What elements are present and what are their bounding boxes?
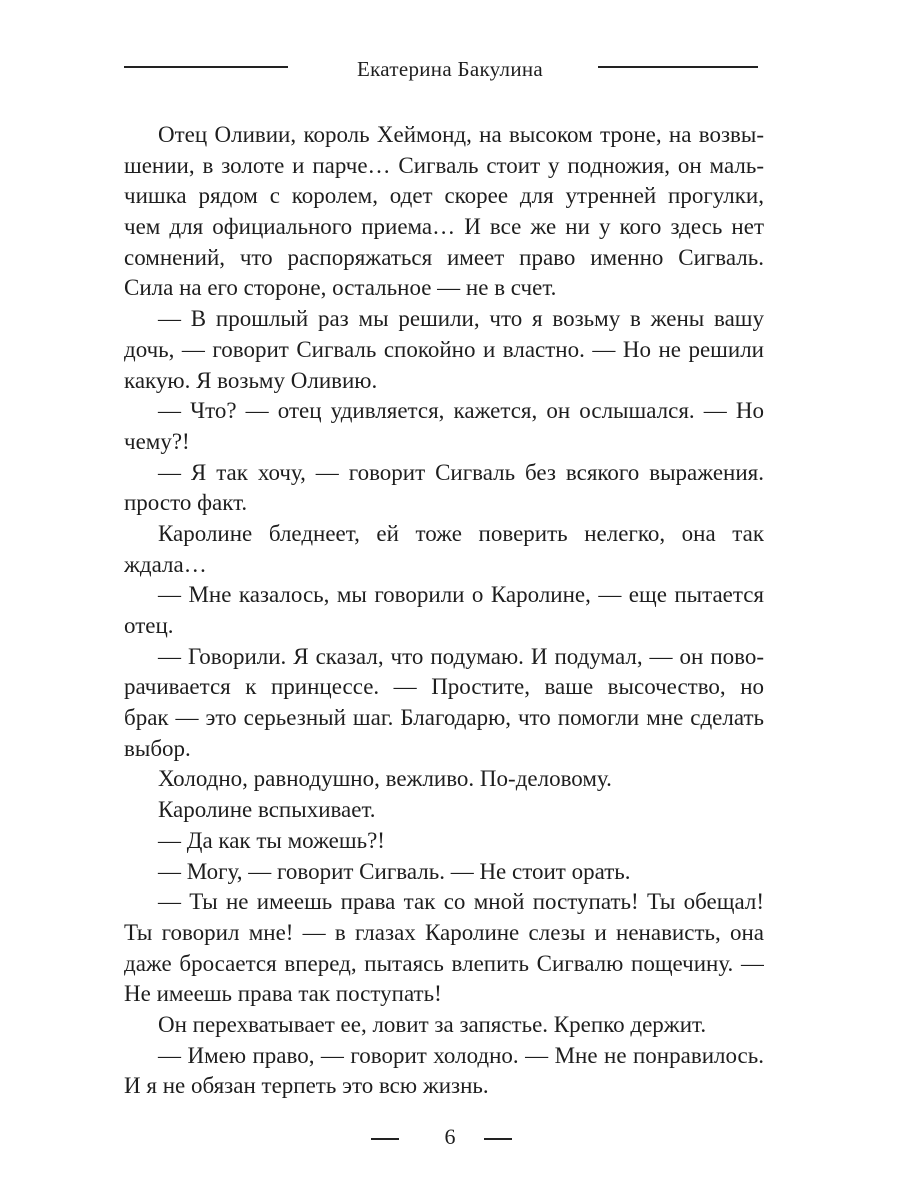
text-line: выбор.	[124, 735, 191, 761]
text-line: Каролине вспыхивает.	[158, 797, 376, 823]
text-line: даже бросается вперед, пытаясь влепить Сигвалю пощечину. —	[124, 950, 764, 976]
text-line: — В прошлый раз мы решили, что я возьму в жены вашу	[158, 306, 764, 332]
text-line: сомнений, что распоряжаться имеет право именно Сигваль.	[124, 244, 764, 270]
running-header-author: Екатерина Бакулина	[356, 57, 544, 81]
text-line: — Да как ты можешь?!	[158, 827, 385, 853]
text-line: какую. Я возьму Оливию.	[124, 367, 378, 393]
text-line: — Имею право, — говорит холодно. — Мне не понравилось.	[158, 1042, 764, 1068]
text-line: Ты говорил мне! — в глазах Каролине слезы и ненависть, она	[124, 919, 764, 945]
text-line: — Мне казалось, мы говорили о Каролине, — еще пытается	[158, 582, 764, 608]
text-line: шении, в золоте и парче… Сигваль стоит у подножия, он маль-	[124, 152, 764, 178]
text-line: Он перехватывает ее, ловит за запястье. Крепко держит.	[158, 1011, 707, 1037]
text-line: Сила на его стороне, остальное — не в счет.	[124, 275, 557, 301]
text-line: Каролине бледнеет, ей тоже поверить нелегко, она так	[158, 520, 764, 546]
text-line: — Я так хочу, — говорит Сигваль без всякого выражения.	[158, 459, 764, 485]
body-text	[124, 120, 764, 1102]
text-line: просто факт.	[124, 490, 248, 516]
text-line: — Говорили. Я сказал, что подумаю. И подумал, — он пово-	[158, 643, 764, 669]
footer-rule-right	[484, 1138, 512, 1140]
header-rule-right	[598, 66, 758, 68]
text-line: — Ты не имеешь права так со мной поступать! Ты обещал!	[158, 889, 764, 915]
text-line: брак — это серьезный шаг. Благодарю, что помогли мне сделать	[124, 705, 764, 731]
text-line: чишка рядом с королем, одет скорее для утренней прогулки,	[124, 183, 764, 209]
text-line: чем для официального приема… И все же ни у кого здесь нет	[124, 214, 764, 240]
text-line: Не имеешь права так поступать!	[124, 981, 442, 1007]
text-line: — Что? — отец удивляется, кажется, он ослышался. — Но	[158, 398, 764, 424]
page-number: 6	[444, 1124, 456, 1149]
text-line: дочь, — говорит Сигваль спокойно и властно. — Но не решили	[124, 336, 764, 362]
text-line: И я не обязан терпеть это всю жизнь.	[124, 1073, 489, 1099]
text-line: рачивается к принцессе. — Простите, ваше высочество, но	[124, 674, 764, 700]
text-line: Отец Оливии, король Хеймонд, на высоком троне, на возвы-	[158, 122, 764, 147]
text-line: отец.	[124, 613, 174, 638]
text-line: Холодно, равнодушно, вежливо. По-деловому.	[158, 766, 612, 792]
text-line: чему?!	[124, 428, 190, 454]
text-line: — Могу, — говорит Сигваль. — Не стоит орать.	[158, 858, 631, 884]
text-line: ждала…	[124, 551, 207, 577]
